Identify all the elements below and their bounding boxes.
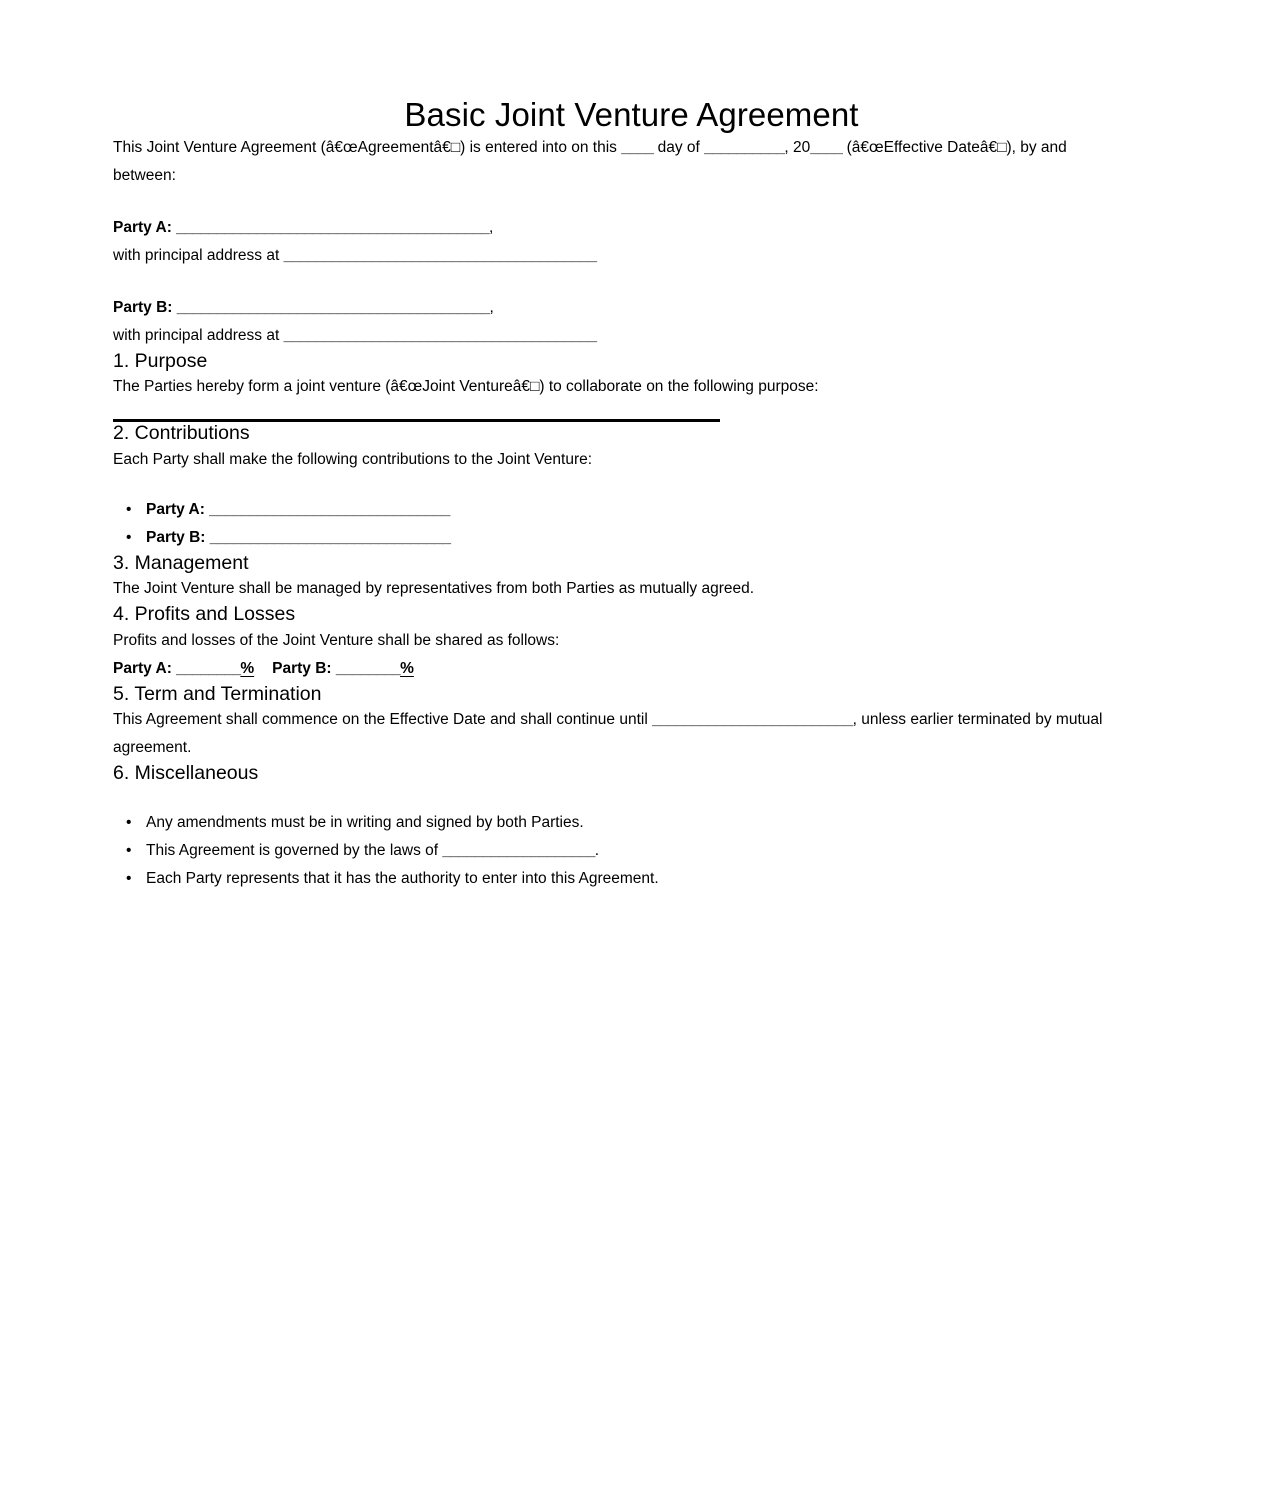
party-b-block <box>113 294 1150 350</box>
party-b-label: Party B: <box>113 298 173 316</box>
blank-year[interactable]: ____ <box>810 138 843 156</box>
list-item <box>146 524 1150 552</box>
page-title: Basic Joint Venture Agreement <box>404 96 859 133</box>
profit-party-a-percent-sign: % <box>240 659 255 677</box>
party-b-trailing-comma: , <box>489 298 494 316</box>
list-item <box>146 496 1150 524</box>
profit-party-a-blank[interactable]: ________ <box>176 659 241 677</box>
section-heading-profits-and-losses: 4. Profits and Losses <box>113 603 296 626</box>
intro-text-part3: , 20 <box>784 138 811 156</box>
party-a-trailing-comma: , <box>488 218 494 236</box>
party-a-address-blank[interactable]: _______________________________________ <box>283 246 597 264</box>
term-text-part2: , unless earlier terminated by mutual agreement. <box>113 710 1103 756</box>
section-heading-purpose: 1. Purpose <box>113 349 208 372</box>
party-a-label: Party A: <box>113 218 172 236</box>
term-text-part1: This Agreement shall commence on the Effective Date and shall continue until <box>113 710 653 728</box>
contributions-list <box>113 496 1150 552</box>
contribution-party-b-blank[interactable]: ______________________________ <box>209 528 451 546</box>
intro-text-part1: This Joint Venture Agreement (â€œAgreementâ€□) is entered into on this <box>113 138 622 156</box>
list-item <box>146 809 1150 837</box>
section-body-purpose: The Parties hereby form a joint venture (â€œJoint Ventureâ€□) to collaborate on the following purpose: <box>113 378 819 396</box>
section-heading-management: 3. Management <box>113 551 249 574</box>
contribution-party-a-blank[interactable]: ______________________________ <box>209 500 450 518</box>
party-a-name-blank[interactable]: _______________________________________ <box>176 218 489 236</box>
section-body-term-and-termination <box>113 706 1150 762</box>
party-b-address-blank[interactable]: _______________________________________ <box>283 326 597 344</box>
section-heading-term-and-termination: 5. Term and Termination <box>113 682 322 705</box>
profit-party-b-label: Party B: <box>272 659 332 677</box>
profit-party-b-blank[interactable]: ________ <box>335 659 401 677</box>
party-b-name-line <box>113 294 1150 322</box>
party-b-address-line <box>113 322 1150 350</box>
governing-law-blank[interactable]: ___________________ <box>442 842 595 860</box>
intro-text-part2: day of <box>653 138 705 156</box>
party-a-block <box>113 214 1150 270</box>
party-a-address-label: with principal address at <box>113 246 280 264</box>
section-heading-contributions: 2. Contributions <box>113 422 250 445</box>
profit-party-b-percent-sign: % <box>400 659 414 677</box>
list-item <box>146 837 1150 865</box>
contribution-party-b-label: Party B: <box>146 528 206 546</box>
list-item <box>146 865 1150 893</box>
term-duration-blank[interactable]: _________________________ <box>652 710 853 728</box>
misc-item-1-text: Any amendments must be in writing and signed by both Parties. <box>146 814 584 832</box>
intro-text-part4: (â€œEffective Dateâ€□), by and between: <box>113 138 1067 184</box>
intro-paragraph <box>113 134 1133 190</box>
section-body-profits-and-losses: Profits and losses of the Joint Venture shall be shared as follows: <box>113 631 560 649</box>
misc-item-2-text-after: . <box>594 842 600 860</box>
section-heading-miscellaneous: 6. Miscellaneous <box>113 761 259 784</box>
miscellaneous-list <box>113 809 1150 893</box>
section-body-contributions: Each Party shall make the following contributions to the Joint Venture: <box>113 450 593 468</box>
party-a-address-line <box>113 242 1150 270</box>
profit-split-line <box>113 655 1150 683</box>
misc-item-3-text: Each Party represents that it has the authority to enter into this Agreement. <box>146 870 659 888</box>
blank-month[interactable]: __________ <box>704 138 785 156</box>
contribution-party-a-label: Party A: <box>146 500 205 518</box>
section-body-management: The Joint Venture shall be managed by representatives from both Parties as mutually agreed. <box>113 580 755 598</box>
misc-item-2-text: This Agreement is governed by the laws of <box>146 842 443 860</box>
party-a-name-line <box>113 214 1150 242</box>
profit-party-a-label: Party A: <box>113 659 172 677</box>
blank-day[interactable]: ____ <box>621 138 654 156</box>
party-b-address-label: with principal address at <box>113 326 280 344</box>
party-b-name-blank[interactable]: _______________________________________ <box>176 298 490 316</box>
